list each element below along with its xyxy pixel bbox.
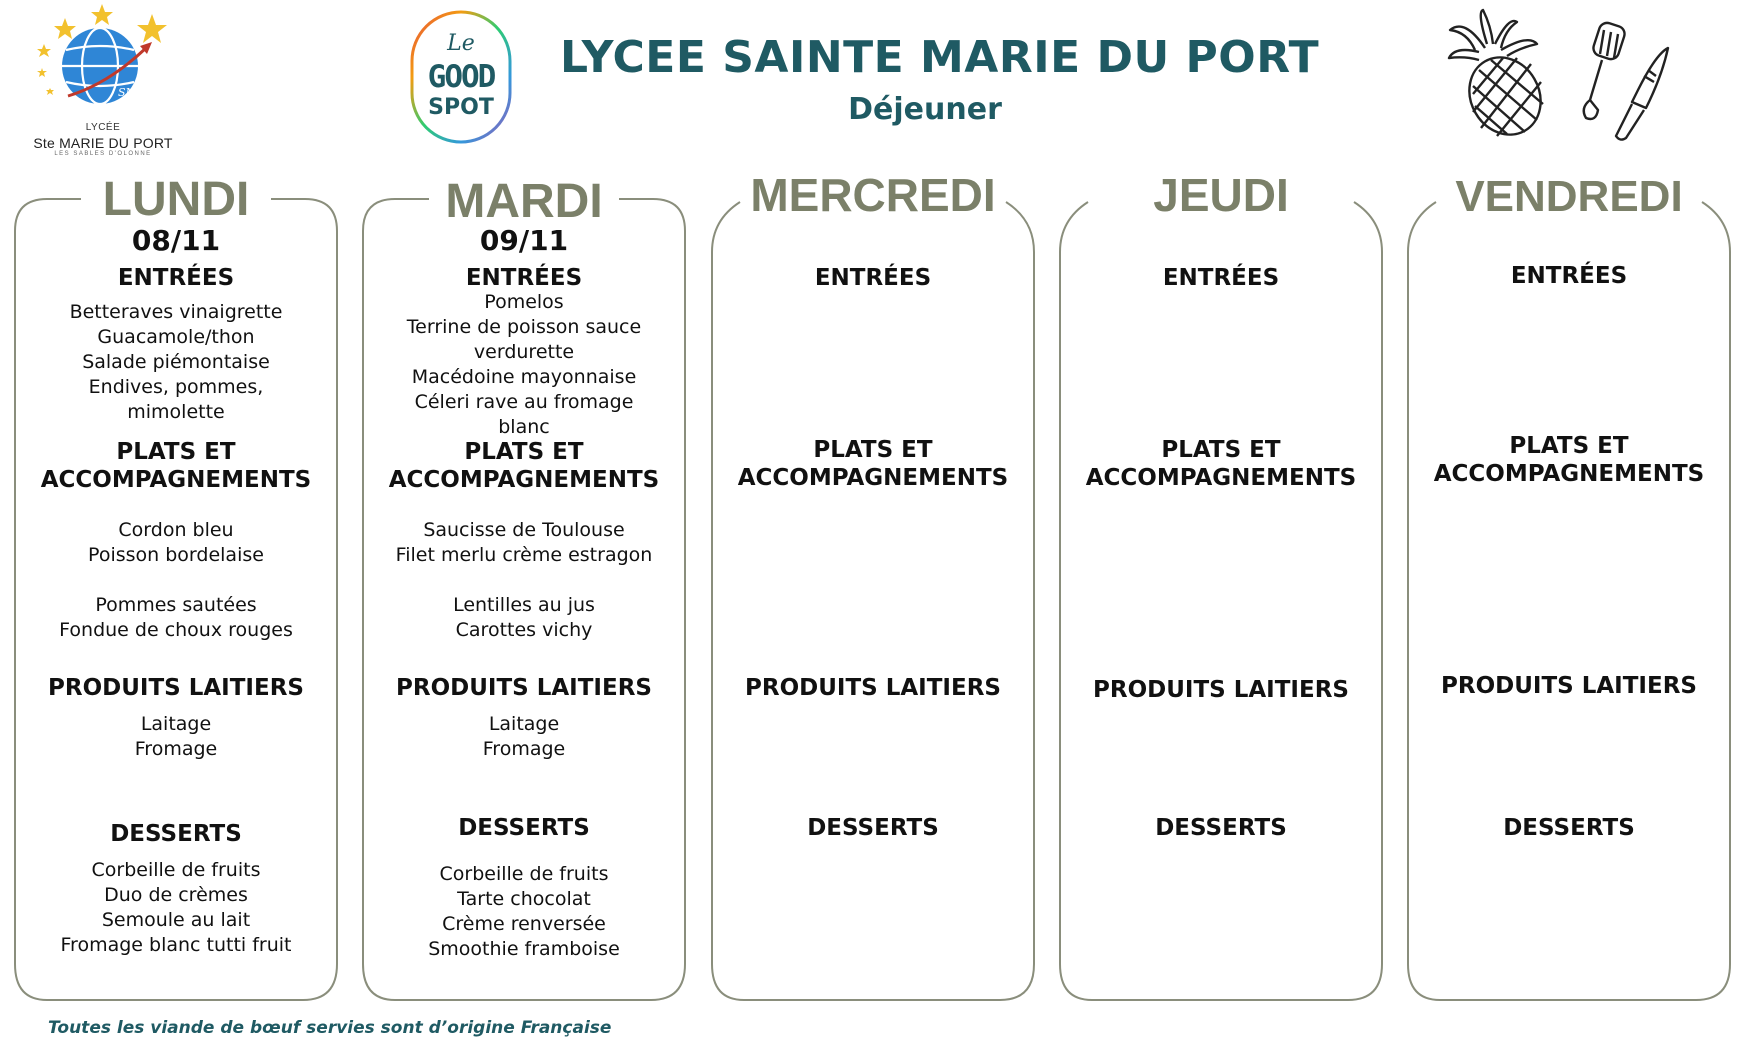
laitiers-list bbox=[361, 712, 687, 762]
list-item: Duo de crèmes bbox=[104, 884, 248, 906]
school-logo-name: Ste MARIE DU PORT bbox=[33, 135, 173, 151]
laitiers-heading: PRODUITS LAITIERS bbox=[396, 675, 652, 701]
list-item: Corbeille de fruits bbox=[91, 859, 261, 881]
plats-list bbox=[361, 518, 687, 568]
day-column-jeudi bbox=[1058, 169, 1384, 1004]
list-item: Carottes vichy bbox=[455, 619, 593, 641]
spatula-icon bbox=[1560, 18, 1680, 148]
meal-subtitle: Déjeuner bbox=[848, 92, 1002, 127]
laitiers-heading: PRODUITS LAITIERS bbox=[48, 675, 304, 701]
list-item: Endives, pommes, bbox=[88, 376, 264, 398]
good-spot-le: Le bbox=[447, 31, 475, 56]
accompagnements-list bbox=[361, 593, 687, 643]
day-frame bbox=[1406, 172, 1732, 1004]
entrees-heading: ENTRÉES bbox=[465, 265, 583, 291]
globe-icon bbox=[28, 4, 178, 122]
list-item: Pommes sautées bbox=[95, 594, 257, 616]
plats-heading: PLATS ET ACCOMPAGNEMENTS bbox=[388, 439, 660, 493]
plats-heading: PLATS ET ACCOMPAGNEMENTS bbox=[1433, 433, 1705, 487]
list-item: Lentilles au jus bbox=[453, 594, 595, 616]
pineapple-icon bbox=[1445, 8, 1555, 138]
day-name: MARDI bbox=[445, 175, 603, 228]
day-name: LUNDI bbox=[102, 173, 250, 226]
desserts-list bbox=[361, 862, 687, 962]
list-item: Salade piémontaise bbox=[82, 351, 270, 373]
good-spot-good: GOOD bbox=[427, 59, 495, 95]
entrees-heading: ENTRÉES bbox=[117, 265, 235, 291]
plats-list bbox=[13, 518, 339, 568]
svg-text:SMP: SMP bbox=[118, 86, 145, 99]
knife-icon bbox=[1616, 48, 1668, 140]
plats-heading: PLATS ET ACCOMPAGNEMENTS bbox=[1085, 437, 1357, 491]
list-item: mimolette bbox=[127, 401, 225, 423]
laitiers-heading: PRODUITS LAITIERS bbox=[1441, 673, 1697, 699]
day-column-mardi bbox=[361, 172, 687, 1004]
list-item: Betteraves vinaigrette bbox=[69, 301, 283, 323]
laitiers-heading: PRODUITS LAITIERS bbox=[745, 675, 1001, 701]
list-item: Terrine de poisson sauce bbox=[406, 316, 642, 338]
day-frame bbox=[1058, 172, 1384, 1004]
entrees-heading: ENTRÉES bbox=[1162, 265, 1280, 291]
list-item: Semoule au lait bbox=[101, 909, 251, 931]
plats-heading: PLATS ET ACCOMPAGNEMENTS bbox=[737, 437, 1009, 491]
day-name: JEUDI bbox=[1153, 169, 1289, 221]
school-logo-city: LES SABLES D'OLONNE bbox=[54, 151, 152, 157]
list-item: Céleri rave au fromage bbox=[414, 391, 634, 413]
good-spot-spot: SPOT bbox=[428, 95, 494, 120]
page-title: LYCEE SAINTE MARIE DU PORT bbox=[560, 32, 1320, 83]
day-date: 09/11 bbox=[479, 224, 569, 257]
footer-note: Toutes les viande de bœuf servies sont d’origine Française bbox=[48, 1018, 612, 1038]
desserts-heading: DESSERTS bbox=[1503, 815, 1635, 841]
day-column-mercredi bbox=[710, 169, 1036, 1004]
list-item: Cordon bleu bbox=[118, 519, 234, 541]
desserts-heading: DESSERTS bbox=[807, 815, 939, 841]
day-column-lundi bbox=[13, 172, 339, 1004]
list-item: Corbeille de fruits bbox=[439, 863, 609, 885]
school-logo-lycee: LYCÉE bbox=[85, 122, 121, 133]
list-item: Laitage bbox=[488, 713, 560, 735]
desserts-heading: DESSERTS bbox=[458, 815, 590, 841]
list-item: Fromage bbox=[134, 738, 218, 760]
list-item: Saucisse de Toulouse bbox=[423, 519, 625, 541]
school-logo bbox=[28, 4, 178, 157]
day-date: 08/11 bbox=[131, 224, 221, 257]
list-item: Fromage blanc tutti fruit bbox=[60, 934, 292, 956]
accompagnements-list bbox=[13, 593, 339, 643]
day-frame bbox=[710, 172, 1036, 1004]
entrees-heading: ENTRÉES bbox=[1510, 263, 1628, 289]
list-item: Tarte chocolat bbox=[457, 888, 591, 910]
list-item: Laitage bbox=[140, 713, 212, 735]
plats-heading: PLATS ET ACCOMPAGNEMENTS bbox=[40, 439, 312, 493]
entrees-list bbox=[361, 290, 687, 440]
list-item: Pomelos bbox=[484, 291, 564, 313]
list-item: Filet merlu crème estragon bbox=[395, 544, 653, 566]
desserts-heading: DESSERTS bbox=[1155, 815, 1287, 841]
list-item: Macédoine mayonnaise bbox=[411, 366, 637, 388]
desserts-list bbox=[13, 858, 339, 958]
entrees-list bbox=[13, 300, 339, 425]
good-spot-logo bbox=[409, 9, 513, 145]
entrees-heading: ENTRÉES bbox=[814, 265, 932, 291]
list-item: verdurette bbox=[473, 341, 575, 363]
desserts-heading: DESSERTS bbox=[110, 821, 242, 847]
day-name: VENDREDI bbox=[1455, 172, 1683, 221]
list-item: Smoothie framboise bbox=[428, 938, 620, 960]
list-item: Fromage bbox=[482, 738, 566, 760]
list-item: blanc bbox=[498, 416, 550, 438]
laitiers-heading: PRODUITS LAITIERS bbox=[1093, 677, 1349, 703]
list-item: Fondue de choux rouges bbox=[59, 619, 293, 641]
day-column-vendredi bbox=[1406, 172, 1732, 1004]
list-item: Poisson bordelaise bbox=[88, 544, 264, 566]
list-item: Crème renversée bbox=[442, 913, 606, 935]
day-name: MERCREDI bbox=[750, 169, 996, 221]
laitiers-list bbox=[13, 712, 339, 762]
list-item: Guacamole/thon bbox=[97, 326, 255, 348]
